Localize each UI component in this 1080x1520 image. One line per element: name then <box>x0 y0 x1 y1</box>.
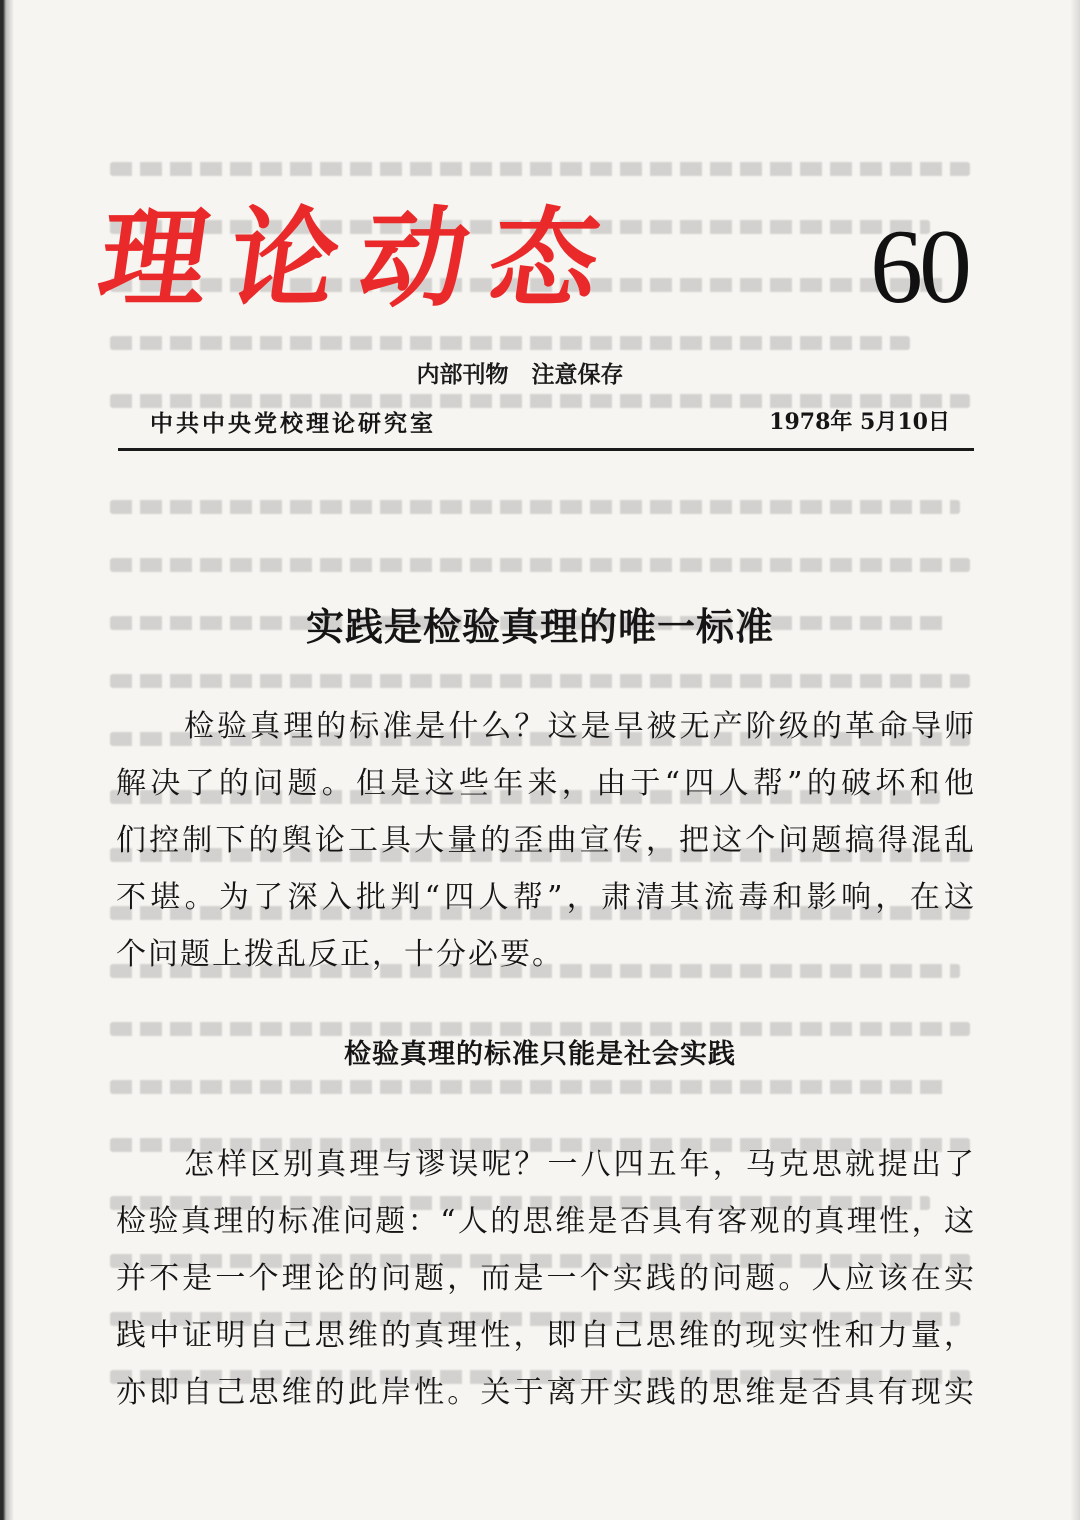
masthead-title: 理论动态 <box>91 197 629 322</box>
publication-subtitle: 内部刊物 注意保存 <box>416 362 624 388</box>
issue-number: 60 <box>870 208 968 325</box>
paragraph-line: 并不是一个理论的问题，而是一个实践的问题。人应该在实 <box>116 1261 976 1296</box>
paragraph-line: 检验真理的标准是什么？这是早被无产阶级的革命导师 <box>184 709 976 744</box>
paragraph-line: 们控制下的舆论工具大量的歪曲宣传，把这个问题搞得混乱 <box>116 823 976 858</box>
scan-right-edge <box>1070 0 1080 1520</box>
publication-date: 1978年 5月10日 <box>769 409 950 435</box>
paragraph-line: 解决了的问题。但是这些年来，由于“四人帮”的破坏和他 <box>116 766 976 801</box>
paragraph-line: 检验真理的标准问题：“人的思维是否具有客观的真理性，这 <box>116 1204 976 1239</box>
article-paragraph-1 <box>116 698 976 983</box>
article-title: 实践是检验真理的唯一标准 <box>305 604 774 649</box>
paragraph-line: 怎样区别真理与谬误呢？一八四五年，马克思就提出了 <box>184 1147 976 1182</box>
paragraph-line: 个问题上拨乱反正，十分必要。 <box>116 937 564 972</box>
masthead <box>91 197 968 330</box>
publisher-name: 中共中央党校理论研究室 <box>150 410 436 437</box>
section-heading: 检验真理的标准只能是社会实践 <box>344 1039 736 1070</box>
paragraph-line: 践中证明自己思维的真理性，即自己思维的现实性和力量， <box>116 1318 976 1353</box>
header-divider <box>118 448 974 451</box>
article-paragraph-2 <box>116 1136 976 1421</box>
paragraph-line: 不堪。为了深入批判“四人帮”，肃清其流毒和影响，在这 <box>116 880 976 915</box>
paragraph-line: 亦即自己思维的此岸性。关于离开实践的思维是否具有现实 <box>116 1375 976 1410</box>
scan-left-edge <box>0 0 14 1520</box>
